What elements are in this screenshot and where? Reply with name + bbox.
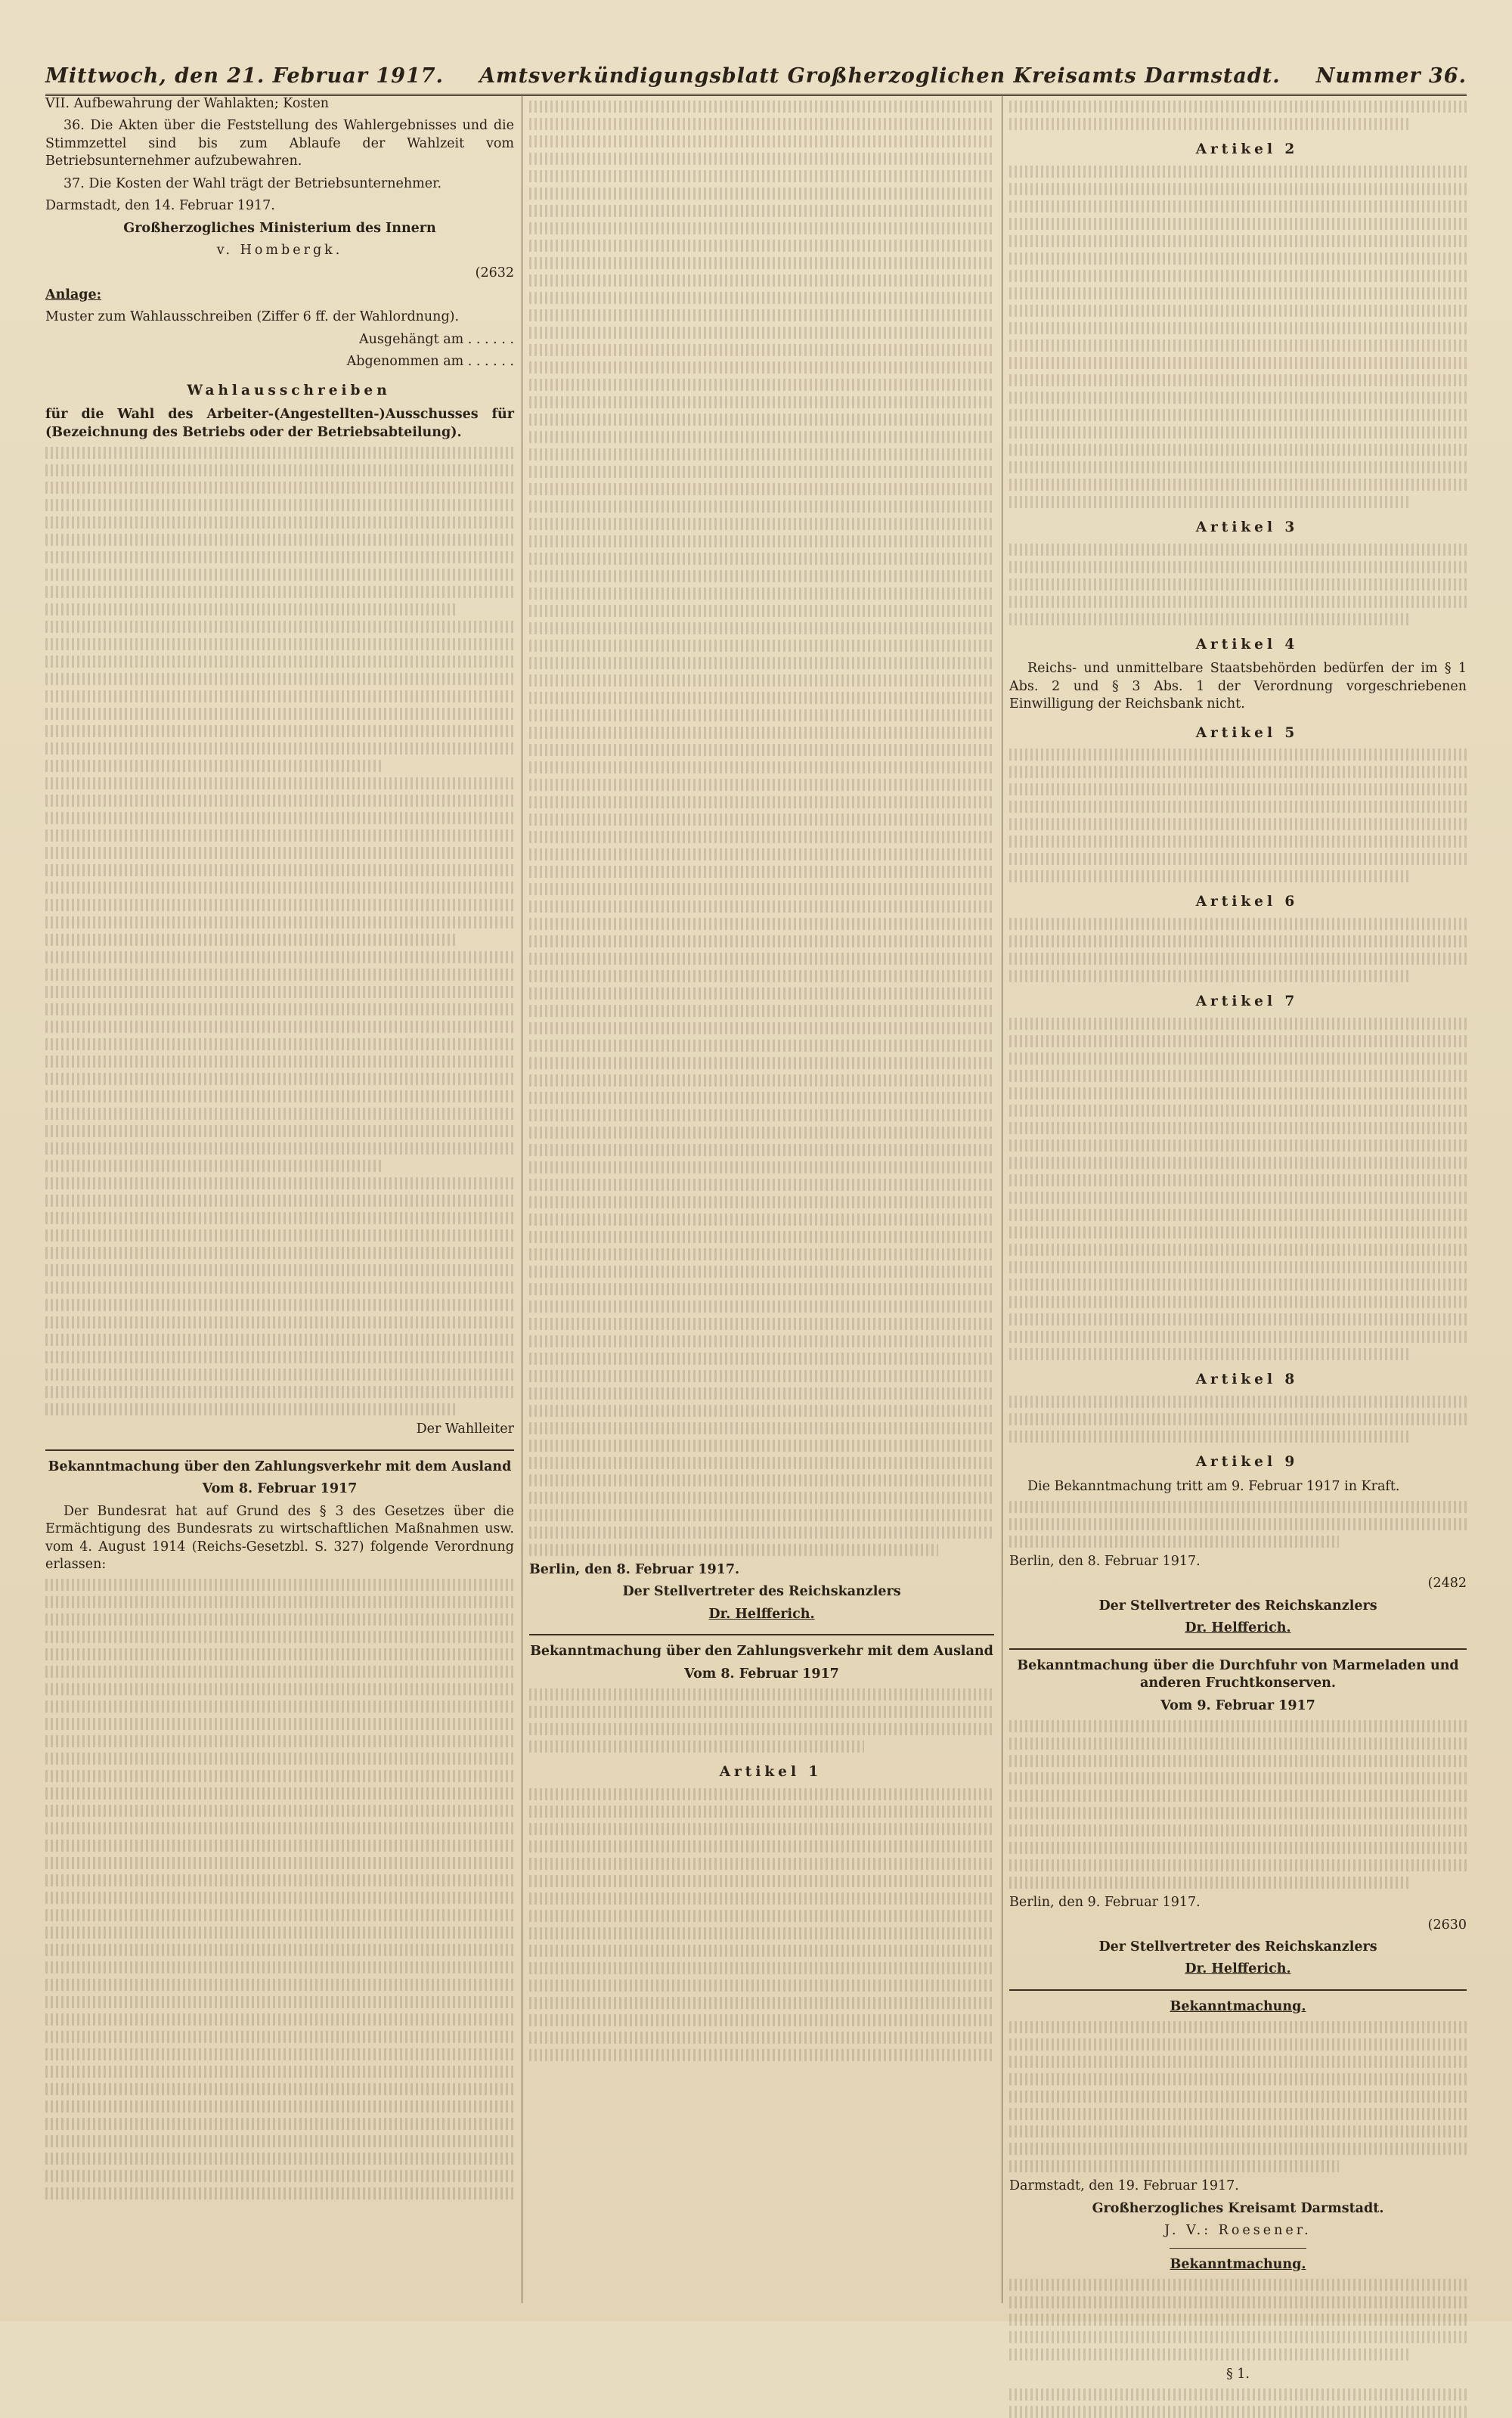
- paragraph: Reichs- und unmittelbare Staatsbehörden bedürfen der im § 1 Abs. 2 und § 3 Abs. 1 der Verordnung vorgeschriebenen Einwilligung der Reichsbank nicht.: [1009, 661, 1467, 712]
- paragraph: 36. Die Akten über die Feststellung des Wahlergebnisses und die Stimmzettel sind bis zum Ablaufe der Wahlzeit vom Betriebsunternehmer aufzubewahren.: [45, 118, 514, 169]
- heading: Wahlausschreiben: [187, 382, 391, 398]
- illegible-text-block: [1009, 749, 1467, 882]
- section-rule: [45, 1449, 514, 1451]
- article-heading: Artikel 5: [1195, 724, 1299, 741]
- posted-date-field: Ausgehängt am . . . . . .: [358, 331, 514, 347]
- date-line: Darmstadt, den 19. Februar 1917.: [1009, 2178, 1239, 2194]
- removed-date-field: Abgenommen am . . . . . .: [346, 354, 514, 370]
- signature: Dr. Helfferich.: [1185, 1961, 1291, 1977]
- notice-title: Bekanntmachung über den Zahlungsverkehr mit dem Ausland: [530, 1644, 993, 1660]
- notice-title: Bekanntmachung.: [1170, 1998, 1306, 2014]
- signature: J. V.: Roesener.: [1164, 2223, 1312, 2239]
- illegible-text-block: [45, 1579, 514, 2199]
- illegible-text-block: [1009, 1501, 1467, 1548]
- masthead-title: Amtsverkündigungsblatt Großherzoglichen Kreisamts Darmstadt.: [479, 64, 1281, 88]
- illegible-text-block: [1009, 101, 1467, 130]
- illegible-text-block: [1009, 166, 1467, 508]
- article-heading: Artikel 8: [1195, 1372, 1299, 1387]
- article-heading: Artikel 6: [1195, 894, 1299, 910]
- paragraph: 37. Die Kosten der Wahl trägt der Betriebsunternehmer.: [64, 175, 442, 191]
- reference-number: (2632: [475, 265, 514, 281]
- section-rule: [529, 1634, 994, 1635]
- masthead-date: Mittwoch, den 21. Februar 1917.: [45, 64, 444, 88]
- authority: Großherzogliches Kreisamt Darmstadt.: [1092, 2200, 1384, 2216]
- column-1: [45, 95, 514, 2303]
- signature: v. Hombergk.: [216, 243, 343, 259]
- illegible-text-block: [1009, 544, 1467, 625]
- section-title: VII. Aufbewahrung der Wahlakten; Kosten: [45, 96, 330, 111]
- masthead: [45, 53, 1467, 96]
- notice-title: Bekanntmachung über den Zahlungsverkehr mit dem Ausland: [48, 1459, 512, 1474]
- subheading: für die Wahl des Arbeiter-(Angestellten-)Ausschusses für (Bezeichnung des Betriebs oder der Betriebsabteilung).: [45, 407, 514, 440]
- date-line: Berlin, den 8. Februar 1917.: [529, 1562, 740, 1577]
- date-line: Berlin, den 9. Februar 1917.: [1009, 1895, 1201, 1911]
- notice-date: Vom 8. Februar 1917: [684, 1666, 839, 1682]
- illegible-text-block: [45, 447, 514, 1415]
- article-heading: Artikel 9: [1195, 1453, 1299, 1470]
- paragraph: Die Bekanntmachung tritt am 9. Februar 1917 in Kraft.: [1027, 1478, 1400, 1494]
- illegible-text-block: [529, 1788, 994, 2061]
- authority: Großherzogliches Ministerium des Innern: [123, 220, 436, 236]
- notice-title: Bekanntmachung über die Durchfuhr von Marmeladen und anderen Fruchtkonserven.: [1017, 1657, 1459, 1691]
- authority: Der Stellvertreter des Reichskanzlers: [622, 1584, 901, 1600]
- illegible-text-block: [529, 1688, 994, 1753]
- notice-date: Vom 9. Februar 1917: [1160, 1697, 1315, 1713]
- paragraph: Der Bundesrat hat auf Grund des § 3 des Gesetzes über die Ermächtigung des Bundesrats zu wirtschaftlichen Maßnahmen usw. vom 4. August 1914 (Reichs-Gesetzbl. S. 327) folgende Verordnung erlassen:: [45, 1503, 514, 1572]
- article-heading: Artikel 1: [719, 1764, 823, 1781]
- reference-number: (2482: [1427, 1576, 1467, 1592]
- section-rule: [1009, 1648, 1467, 1650]
- article-heading: Artikel 3: [1195, 519, 1299, 535]
- illegible-text-block: [1009, 2279, 1467, 2361]
- authority: Der Stellvertreter des Reichskanzlers: [1098, 1939, 1377, 1955]
- notice-date: Vom 8. Februar 1917: [202, 1481, 358, 1497]
- article-heading: Artikel 7: [1195, 994, 1299, 1010]
- signature-line: Der Wahlleiter: [416, 1421, 514, 1437]
- reference-number: (2630: [1427, 1917, 1467, 1933]
- masthead-number: Nummer 36.: [1315, 64, 1467, 88]
- illegible-text-block: [1009, 1396, 1467, 1443]
- illegible-text-block: [1009, 918, 1467, 982]
- article-heading: Artikel 4: [1195, 636, 1299, 653]
- date-line: Berlin, den 8. Februar 1917.: [1009, 1554, 1201, 1569]
- illegible-text-block: [1009, 2389, 1467, 2418]
- illegible-text-block: [1009, 2021, 1467, 2172]
- authority: Der Stellvertreter des Reichskanzlers: [1098, 1598, 1377, 1614]
- form-title: Muster zum Wahlausschreiben (Ziffer 6 ff. der Wahlordnung).: [45, 309, 460, 325]
- attachment-label: Anlage:: [45, 287, 102, 302]
- column-3: [1009, 95, 1467, 2382]
- paragraph-number: § 1.: [1225, 2367, 1250, 2382]
- illegible-text-block: [529, 101, 994, 1556]
- notice-title: Bekanntmachung.: [1170, 2256, 1306, 2272]
- illegible-text-block: [1009, 1720, 1467, 1889]
- signature: Dr. Helfferich.: [1185, 1620, 1291, 1636]
- illegible-text-block: [1009, 1018, 1467, 1360]
- signature: Dr. Helfferich.: [708, 1606, 815, 1622]
- section-rule: [1009, 1989, 1467, 1991]
- column-2: [529, 95, 994, 2303]
- date-line: Darmstadt, den 14. Februar 1917.: [45, 198, 275, 214]
- section-rule: [1170, 2248, 1307, 2249]
- article-heading: Artikel 2: [1195, 141, 1299, 157]
